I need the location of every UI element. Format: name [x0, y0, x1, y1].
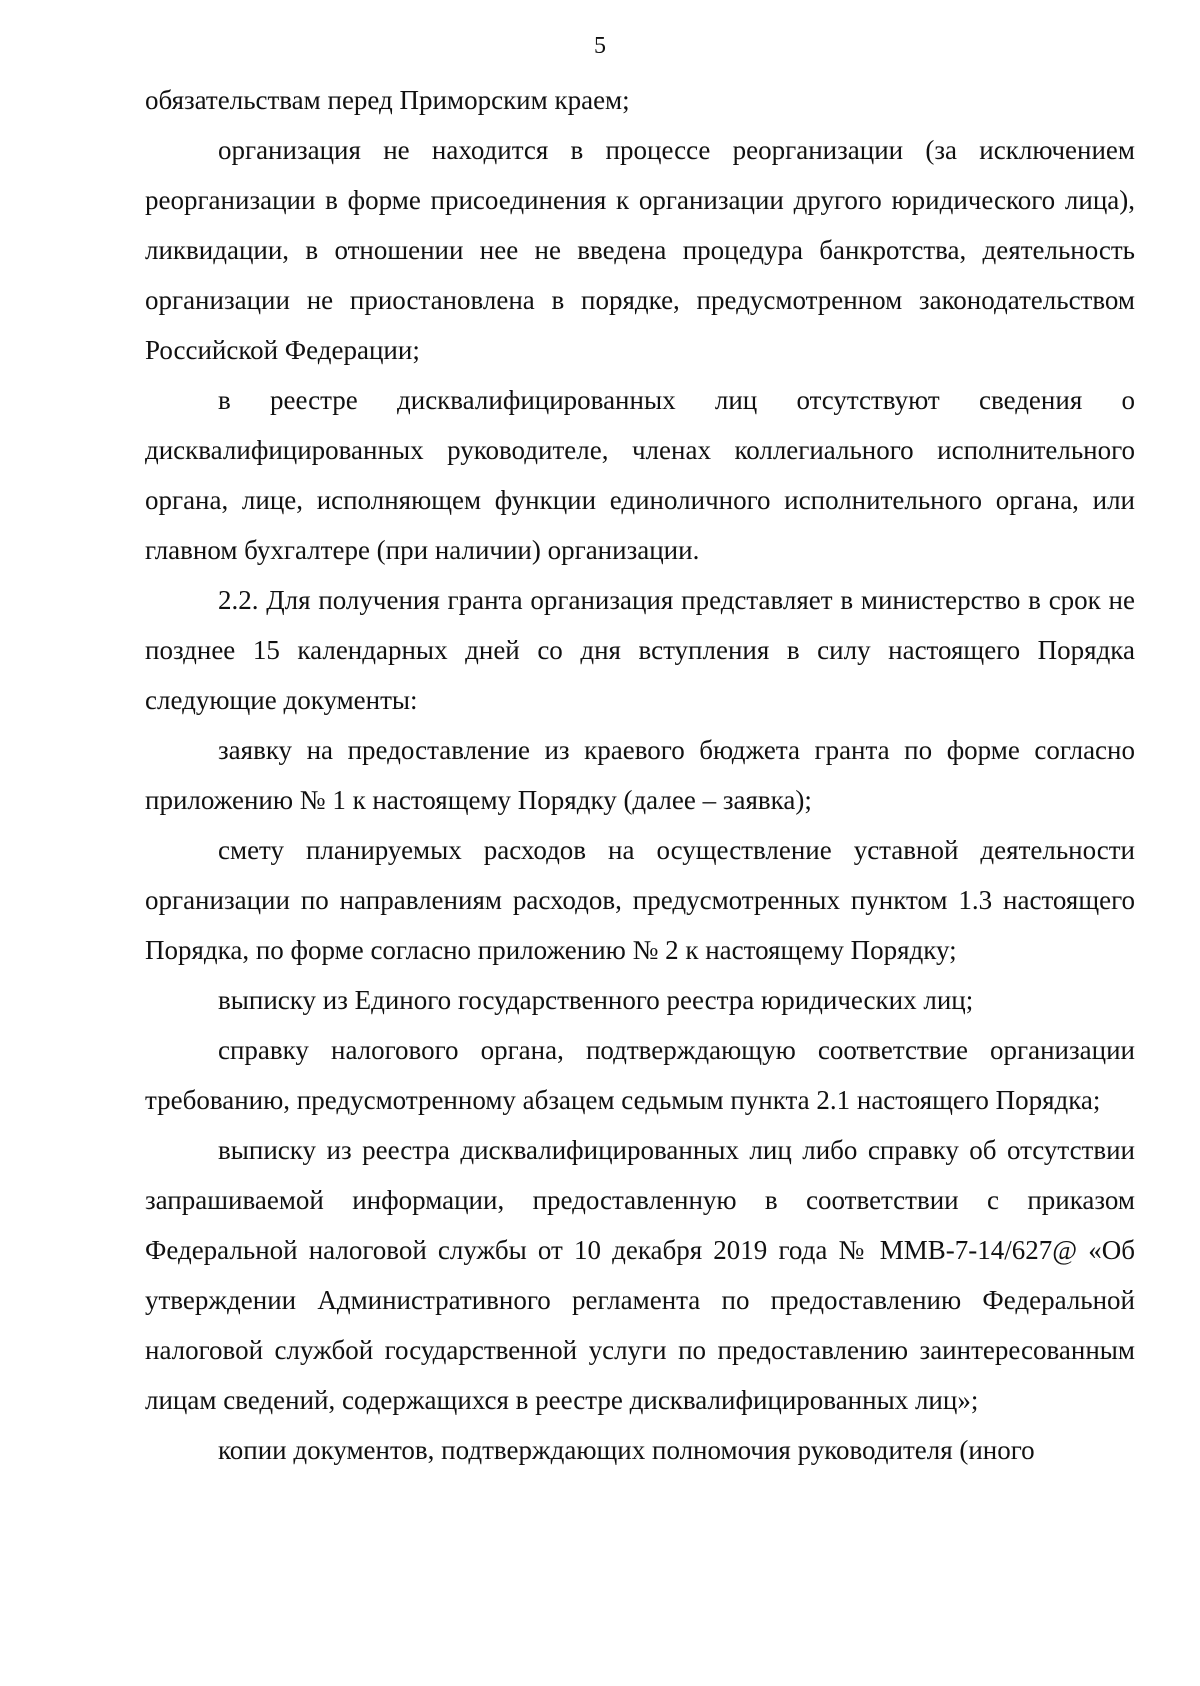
list-item-egrul-extract: выписку из Единого государственного реестра юридических лиц;: [218, 985, 974, 1015]
list-item-expense-estimate: смету планируемых расходов на осуществление уставной деятельности организации по направлениям расходов, предусмотренных пунктом 1.3 настоящего Порядка, по форме согласно приложению № 2 к настоящему Порядку;: [145, 835, 1135, 965]
list-item-tax-certificate: справку налогового органа, подтверждающую соответствие организации требованию, предусмотренному абзацем седьмым пункта 2.1 настоящего Порядка;: [145, 1035, 1135, 1115]
paragraph-disqualified-registry: в реестре дисквалифицированных лиц отсутствуют сведения о дисквалифицированных руководителе, членах коллегиального исполнительного органа, лице, исполняющем функции единоличного исполнительного органа, или главном бухгалтере (при наличии) организации.: [145, 385, 1135, 565]
page-number: 5: [594, 33, 606, 59]
paragraph-section-2-2: 2.2. Для получения гранта организация представляет в министерство в срок не позднее 15 календарных дней со дня вступления в силу настоящего Порядка следующие документы:: [145, 585, 1135, 715]
list-item-disqualified-extract: выписку из реестра дисквалифицированных лиц либо справку об отсутствии запрашиваемой информации, предоставленную в соответствии с приказом Федеральной налоговой службы от 10 декабря 2019 года № ММВ-7-14/627@ «Об утверждении Административного регламента по предоставлению Федеральной налоговой службой государственной услуги по предоставлению заинтересованным лицам сведений, содержащихся в реестре дисквалифицированных лиц»;: [145, 1135, 1135, 1415]
paragraph-no-reorganization: организация не находится в процессе реорганизации (за исключением реорганизации в форме присоединения к организации другого юридического лица), ликвидации, в отношении нее не введена процедура банкротства, деятельность организации не приостановлена в порядке, предусмотренном законодательством Российской Федерации;: [145, 135, 1135, 365]
list-item-authority-copies: копии документов, подтверждающих полномочия руководителя (иного: [218, 1435, 1035, 1465]
paragraph-obligations-end: обязательствам перед Приморским краем;: [145, 85, 630, 115]
list-item-application: заявку на предоставление из краевого бюджета гранта по форме согласно приложению № 1 к настоящему Порядку (далее – заявка);: [145, 735, 1135, 815]
document-body: [145, 75, 1135, 1475]
